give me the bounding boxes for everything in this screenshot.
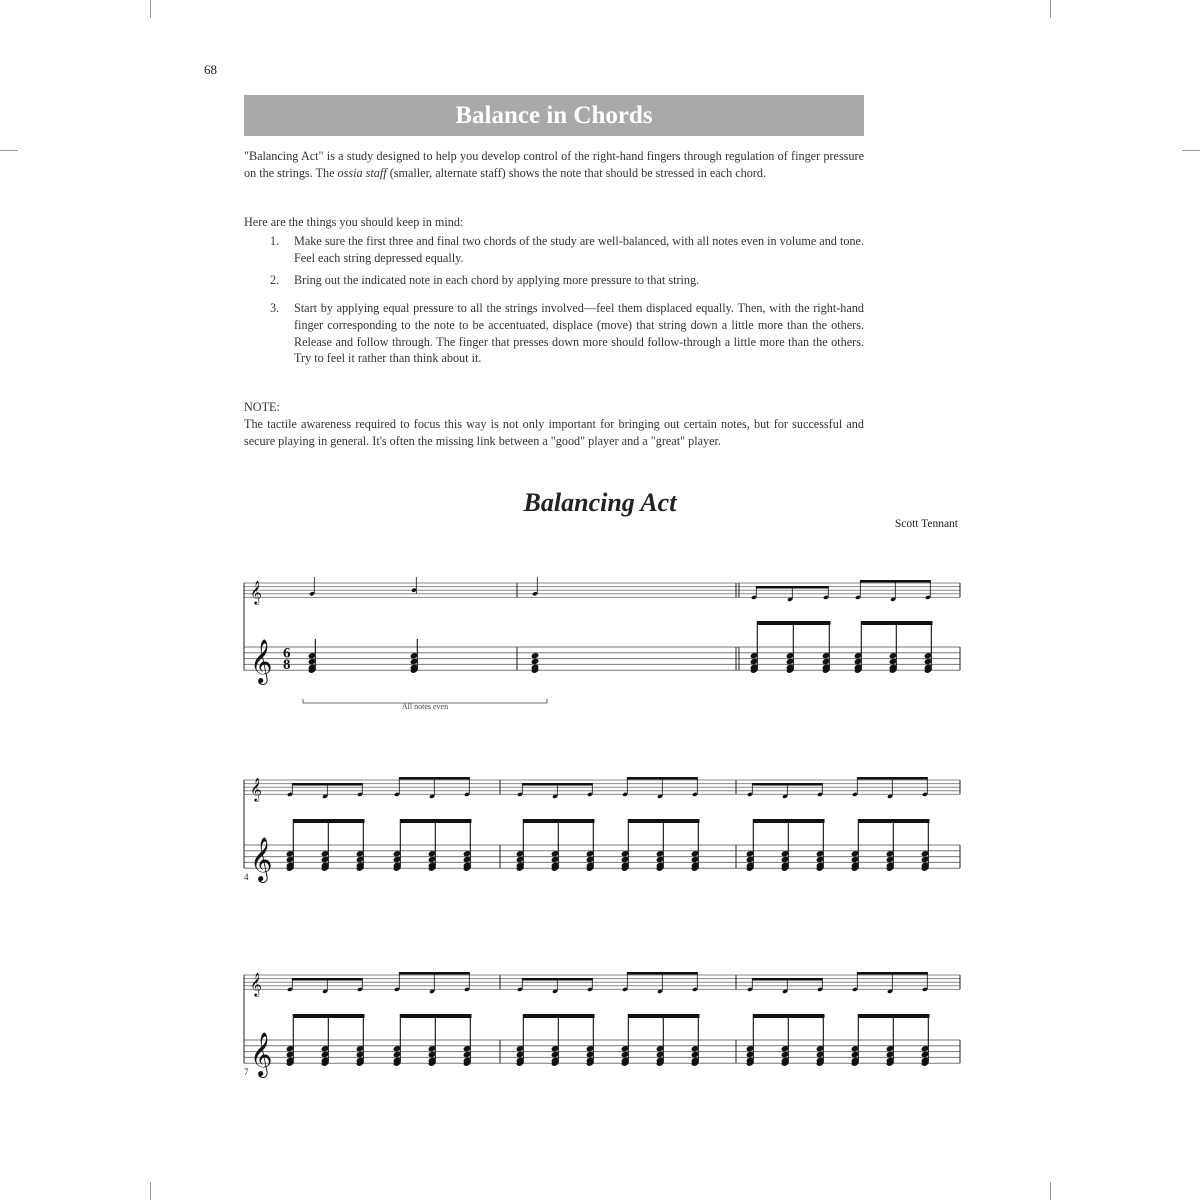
composer: Scott Tennant [894,518,958,530]
intro-text-end: (smaller, alternate staff) shows the note that should be stressed in each chord. [386,165,767,180]
chord-beam [523,1014,595,1018]
ossia-beam [857,972,928,975]
ossia-beam [752,783,823,786]
ossia-beam [752,978,823,981]
chord-beam [858,819,930,823]
ossia-beam [627,777,698,780]
measure-number: 7 [244,1067,249,1078]
list-intro: Here are the things you should keep in mind: [244,215,464,229]
piece-title: Balancing Act [523,488,677,517]
ossia-beam [857,777,928,780]
ossia-beam [627,972,698,975]
ossia-beam [399,972,470,975]
chord-beam [753,819,825,823]
ossia-treble-clef-icon: 𝄞 [250,580,262,604]
chord-beam [757,621,831,625]
ossia-beam [522,783,593,786]
ossia-beam [860,580,931,583]
ossia-beam [522,978,593,981]
page-number: 68 [204,62,217,77]
list-text: Make sure the first three and final two chords of the study are well-balanced, with all notes even in volume and tone. Feel each string depressed equally. [294,234,864,265]
list-number: 2. [270,273,280,287]
ossia-beam [399,777,470,780]
intro-text: "Balancing Act" is a study designed to help you develop control of the right-hand fingers through regulation of finger pressure on the strings. The [244,149,864,180]
chord-beam [400,819,472,823]
list-text: Bring out the indicated note in each chord by applying more pressure to that string. [294,273,700,287]
ossia-beam [292,978,363,981]
note-paragraph: The tactile awareness required to focus this way is not only important for bringing out certain notes, but for successful and secure playing in general. It's often the missing link between a "good" player and a "great" player. [244,417,864,448]
chord-beam [753,1014,825,1018]
list-text: Start by applying equal pressure to all the strings involved—feel them displaced equally. Then, with the right-hand finger corresponding to the note to be accentuated, displace (move) that string down a little more than the others. Release and follow through. The finger that presses down more should follow-through a little more than the others. Try to feel it rather than think about it. [294,301,864,366]
ossia-treble-clef-icon: 𝄞 [250,777,262,801]
chord-beam [628,1014,700,1018]
chord-beam [858,1014,930,1018]
chord-beam [628,819,700,823]
ossia-treble-clef-icon: 𝄞 [250,972,262,996]
chord-beam [861,621,933,625]
chord-beam [293,819,365,823]
all-notes-even-annotation: All notes even [401,702,449,711]
list-number: 1. [270,234,280,248]
time-signature: 6 [283,645,291,662]
section-title: Balance in Chords [455,101,653,129]
measure-number: 4 [244,872,249,883]
ossia-beam [756,586,829,589]
chord-beam [293,1014,365,1018]
chord-beam [523,819,595,823]
list-number: 3. [270,301,280,315]
treble-clef-icon: 𝄞 [250,1032,273,1076]
chord-beam [400,1014,472,1018]
time-signature: 8 [283,657,291,674]
treble-clef-icon: 𝄞 [250,837,273,881]
intro-italic: ossia staff [337,165,387,180]
treble-clef-icon: 𝄞 [250,639,273,683]
ossia-beam [292,783,363,786]
note-label: NOTE: [244,400,280,414]
